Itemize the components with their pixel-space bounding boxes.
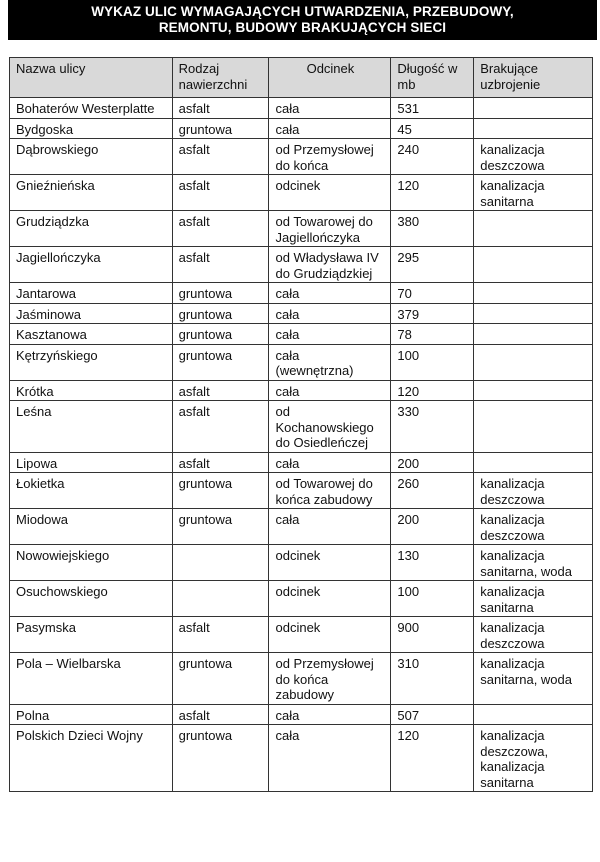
cell-street-name: Dąbrowskiego	[10, 139, 173, 175]
cell-section: cała	[269, 509, 391, 545]
cell-missing-utilities	[474, 247, 593, 283]
cell-street-name: Pola – Wielbarska	[10, 653, 173, 705]
cell-surface-type: asfalt	[172, 98, 269, 119]
cell-surface-type: gruntowa	[172, 118, 269, 139]
cell-missing-utilities	[474, 401, 593, 453]
cell-missing-utilities	[474, 283, 593, 304]
table-row	[10, 452, 593, 473]
cell-section: cała	[269, 98, 391, 119]
table-row	[10, 247, 593, 283]
cell-length: 330	[391, 401, 474, 453]
cell-length: 900	[391, 617, 474, 653]
cell-street-name: Bydgoska	[10, 118, 173, 139]
cell-surface-type: asfalt	[172, 380, 269, 401]
cell-length: 531	[391, 98, 474, 119]
table-row	[10, 98, 593, 119]
cell-street-name: Kętrzyńskiego	[10, 344, 173, 380]
cell-street-name: Osuchowskiego	[10, 581, 173, 617]
cell-missing-utilities: kanalizacja deszczowa, kanalizacja sanitarna	[474, 725, 593, 792]
cell-section: odcinek	[269, 581, 391, 617]
cell-missing-utilities	[474, 452, 593, 473]
cell-missing-utilities: kanalizacja deszczowa	[474, 509, 593, 545]
cell-street-name: Krótka	[10, 380, 173, 401]
cell-section: cała	[269, 303, 391, 324]
cell-length: 100	[391, 344, 474, 380]
cell-street-name: Gnieźnieńska	[10, 175, 173, 211]
table-header-row	[10, 58, 593, 98]
cell-street-name: Leśna	[10, 401, 173, 453]
cell-missing-utilities: kanalizacja sanitarna, woda	[474, 653, 593, 705]
cell-missing-utilities	[474, 704, 593, 725]
cell-street-name: Jantarowa	[10, 283, 173, 304]
cell-length: 100	[391, 581, 474, 617]
table-row	[10, 211, 593, 247]
cell-length: 120	[391, 380, 474, 401]
cell-missing-utilities	[474, 303, 593, 324]
cell-street-name: Jagiellończyka	[10, 247, 173, 283]
table-row	[10, 545, 593, 581]
cell-surface-type: asfalt	[172, 452, 269, 473]
cell-missing-utilities	[474, 380, 593, 401]
cell-missing-utilities: kanalizacja deszczowa	[474, 139, 593, 175]
cell-missing-utilities	[474, 324, 593, 345]
cell-surface-type: gruntowa	[172, 653, 269, 705]
cell-surface-type: gruntowa	[172, 283, 269, 304]
cell-surface-type: asfalt	[172, 247, 269, 283]
cell-length: 70	[391, 283, 474, 304]
cell-surface-type: asfalt	[172, 401, 269, 453]
header-section: Odcinek	[269, 58, 391, 98]
cell-street-name: Polna	[10, 704, 173, 725]
table-row	[10, 380, 593, 401]
streets-table	[9, 57, 593, 792]
cell-length: 379	[391, 303, 474, 324]
cell-section: odcinek	[269, 175, 391, 211]
table-row	[10, 401, 593, 453]
cell-surface-type	[172, 581, 269, 617]
cell-missing-utilities: kanalizacja deszczowa	[474, 617, 593, 653]
cell-section: cała	[269, 118, 391, 139]
cell-surface-type: gruntowa	[172, 509, 269, 545]
cell-section: cała	[269, 324, 391, 345]
cell-missing-utilities: kanalizacja deszczowa	[474, 473, 593, 509]
table-row	[10, 509, 593, 545]
cell-missing-utilities: kanalizacja sanitarna	[474, 581, 593, 617]
cell-section: od Towarowej do Jagiellończyka	[269, 211, 391, 247]
cell-surface-type: asfalt	[172, 704, 269, 725]
table-row	[10, 581, 593, 617]
cell-section: odcinek	[269, 617, 391, 653]
cell-street-name: Łokietka	[10, 473, 173, 509]
cell-section: cała (wewnętrzna)	[269, 344, 391, 380]
cell-street-name: Miodowa	[10, 509, 173, 545]
cell-section: cała	[269, 725, 391, 792]
cell-length: 130	[391, 545, 474, 581]
cell-section: cała	[269, 452, 391, 473]
cell-surface-type: asfalt	[172, 617, 269, 653]
cell-street-name: Jaśminowa	[10, 303, 173, 324]
cell-length: 200	[391, 509, 474, 545]
cell-street-name: Grudziądzka	[10, 211, 173, 247]
cell-section: od Towarowej do końca zabudowy	[269, 473, 391, 509]
cell-length: 507	[391, 704, 474, 725]
cell-surface-type: gruntowa	[172, 473, 269, 509]
header-missing-utilities: Brakujące uzbrojenie	[474, 58, 593, 98]
cell-length: 380	[391, 211, 474, 247]
cell-section: cała	[269, 380, 391, 401]
cell-length: 120	[391, 175, 474, 211]
cell-surface-type: asfalt	[172, 139, 269, 175]
cell-length: 120	[391, 725, 474, 792]
header-surface-type: Rodzaj nawierzchni	[172, 58, 269, 98]
document-title	[8, 0, 597, 40]
cell-street-name: Nowowiejskiego	[10, 545, 173, 581]
cell-section: cała	[269, 704, 391, 725]
cell-length: 200	[391, 452, 474, 473]
cell-missing-utilities: kanalizacja sanitarna	[474, 175, 593, 211]
table-row	[10, 303, 593, 324]
cell-street-name: Kasztanowa	[10, 324, 173, 345]
cell-section: od Przemysłowej do końca zabudowy	[269, 653, 391, 705]
cell-missing-utilities	[474, 211, 593, 247]
cell-surface-type: gruntowa	[172, 324, 269, 345]
cell-missing-utilities: kanalizacja sanitarna, woda	[474, 545, 593, 581]
table-row	[10, 704, 593, 725]
cell-surface-type: gruntowa	[172, 344, 269, 380]
cell-section: od Kochanowskiego do Osiedleńczej	[269, 401, 391, 453]
cell-missing-utilities	[474, 98, 593, 119]
cell-length: 310	[391, 653, 474, 705]
table-row	[10, 139, 593, 175]
title-line-2: REMONTU, BUDOWY BRAKUJĄCYCH SIECI	[158, 20, 447, 35]
table-row	[10, 344, 593, 380]
cell-surface-type	[172, 545, 269, 581]
cell-surface-type: gruntowa	[172, 303, 269, 324]
cell-section: od Przemysłowej do końca	[269, 139, 391, 175]
header-street-name: Nazwa ulicy	[10, 58, 173, 98]
cell-missing-utilities	[474, 118, 593, 139]
cell-missing-utilities	[474, 344, 593, 380]
table-row	[10, 118, 593, 139]
cell-length: 295	[391, 247, 474, 283]
header-length: Długość w mb	[391, 58, 474, 98]
cell-section: od Władysława IV do Grudziądzkiej	[269, 247, 391, 283]
cell-street-name: Bohaterów Westerplatte	[10, 98, 173, 119]
title-line-1: WYKAZ ULIC WYMAGAJĄCYCH UTWARDZENIA, PRZEBUDOWY,	[91, 4, 514, 19]
table-row	[10, 653, 593, 705]
cell-section: odcinek	[269, 545, 391, 581]
cell-length: 45	[391, 118, 474, 139]
table-row	[10, 725, 593, 792]
cell-street-name: Lipowa	[10, 452, 173, 473]
table-row	[10, 175, 593, 211]
table-row	[10, 473, 593, 509]
cell-street-name: Pasymska	[10, 617, 173, 653]
table-row	[10, 324, 593, 345]
table-row	[10, 617, 593, 653]
cell-surface-type: asfalt	[172, 211, 269, 247]
cell-length: 240	[391, 139, 474, 175]
cell-surface-type: gruntowa	[172, 725, 269, 792]
table-row	[10, 283, 593, 304]
cell-section: cała	[269, 283, 391, 304]
cell-length: 78	[391, 324, 474, 345]
cell-street-name: Polskich Dzieci Wojny	[10, 725, 173, 792]
cell-length: 260	[391, 473, 474, 509]
cell-surface-type: asfalt	[172, 175, 269, 211]
